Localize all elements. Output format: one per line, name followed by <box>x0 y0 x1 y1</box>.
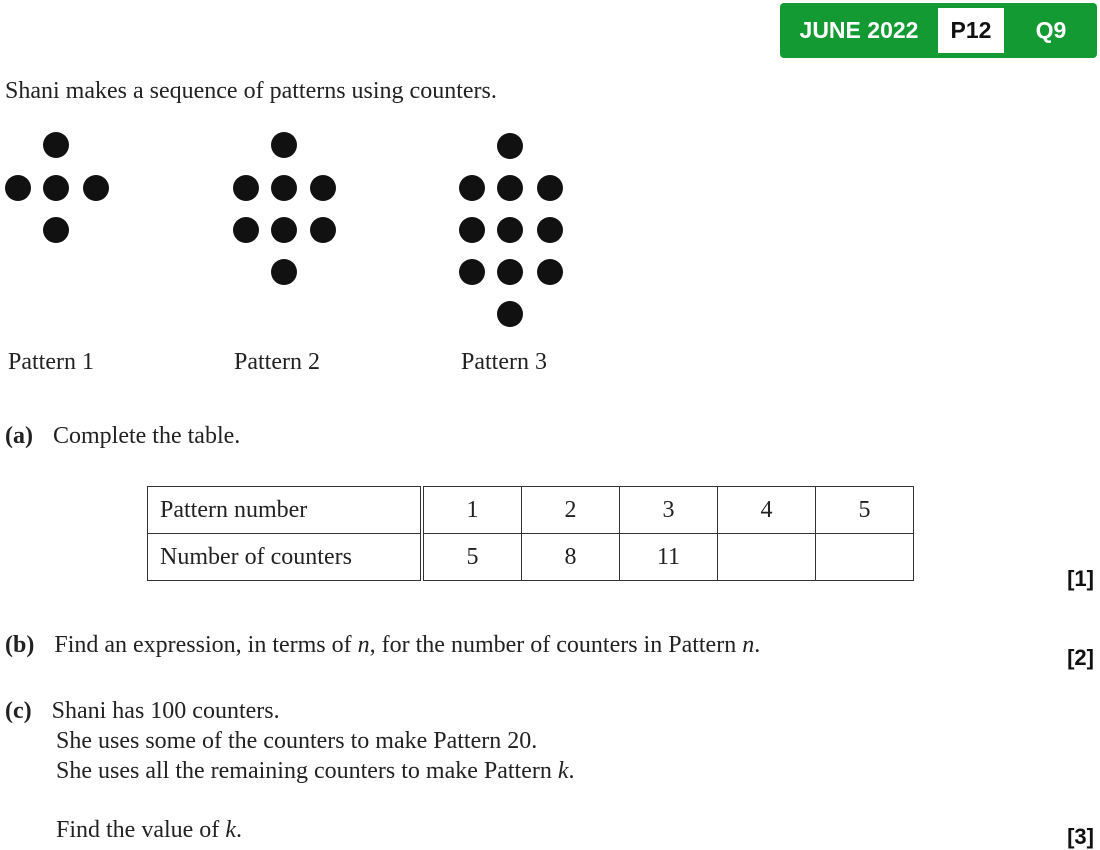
counter-dot <box>271 217 297 243</box>
counter-dot <box>459 259 485 285</box>
counter-dot <box>497 259 523 285</box>
part-c-find: Find the value of k. <box>56 817 242 843</box>
counter-dot <box>497 133 523 159</box>
pattern-1-label: Pattern 1 <box>8 349 94 375</box>
counter-dot <box>459 217 485 243</box>
counter-dot <box>497 217 523 243</box>
part-b-label: (b) <box>5 632 35 658</box>
counters-table <box>147 486 914 581</box>
intro-text: Shani makes a sequence of patterns using counters. <box>5 78 497 104</box>
part-c-marks: [3] <box>1067 824 1094 849</box>
part-c-label: (c) <box>5 698 32 724</box>
part-a-question <box>5 423 240 450</box>
part-c-line3: She uses all the remaining counters to make Pattern k. <box>56 758 575 784</box>
table-row <box>148 534 914 581</box>
table-cell: 3 <box>620 487 718 534</box>
counter-dot <box>497 301 523 327</box>
counter-dot <box>459 175 485 201</box>
counter-dot <box>43 217 69 243</box>
part-c-line2: She uses some of the counters to make Pattern 20. <box>56 728 538 754</box>
table-cell: 1 <box>422 487 522 534</box>
counter-dot <box>310 217 336 243</box>
counter-dot <box>271 175 297 201</box>
table-cell: 5 <box>816 487 914 534</box>
part-b-text: Find an expression, in terms of n, for the number of counters in Pattern n. <box>54 632 761 658</box>
counter-dot <box>537 175 563 201</box>
table-cell: 5 <box>422 534 522 581</box>
part-a-label: (a) <box>5 423 33 449</box>
table-cell: 2 <box>522 487 620 534</box>
exam-date: JUNE 2022 <box>799 17 919 43</box>
table-cell: 4 <box>718 487 816 534</box>
counter-dot <box>43 175 69 201</box>
pattern-2-label: Pattern 2 <box>234 349 320 375</box>
row-header-pattern-number: Pattern number <box>148 487 423 534</box>
pattern-3-label: Pattern 3 <box>461 349 547 375</box>
counter-dot <box>310 175 336 201</box>
part-b-marks: [2] <box>1067 645 1094 670</box>
counter-dot <box>537 217 563 243</box>
counter-dot <box>233 175 259 201</box>
part-c-label-line <box>5 698 280 725</box>
counter-dot <box>497 175 523 201</box>
counter-dot <box>83 175 109 201</box>
part-b-question <box>5 632 760 659</box>
part-a-text: Complete the table. <box>52 423 241 449</box>
paper-code: P12 <box>938 8 1004 53</box>
part-c-line1: Shani has 100 counters. <box>51 698 280 724</box>
counter-dot <box>43 132 69 158</box>
table-cell: 11 <box>620 534 718 581</box>
table-cell: 8 <box>522 534 620 581</box>
answer-cell-pattern-4[interactable] <box>718 534 816 581</box>
counter-dot <box>271 132 297 158</box>
question-number: Q9 <box>1035 17 1067 43</box>
counter-dot <box>537 259 563 285</box>
counter-dot <box>271 259 297 285</box>
part-a-marks: [1] <box>1067 566 1094 591</box>
exam-badge <box>780 3 1097 58</box>
row-header-number-of-counters: Number of counters <box>148 534 423 581</box>
counter-dot <box>233 217 259 243</box>
answer-cell-pattern-5[interactable] <box>816 534 914 581</box>
table-row <box>148 487 914 534</box>
counter-dot <box>5 175 31 201</box>
